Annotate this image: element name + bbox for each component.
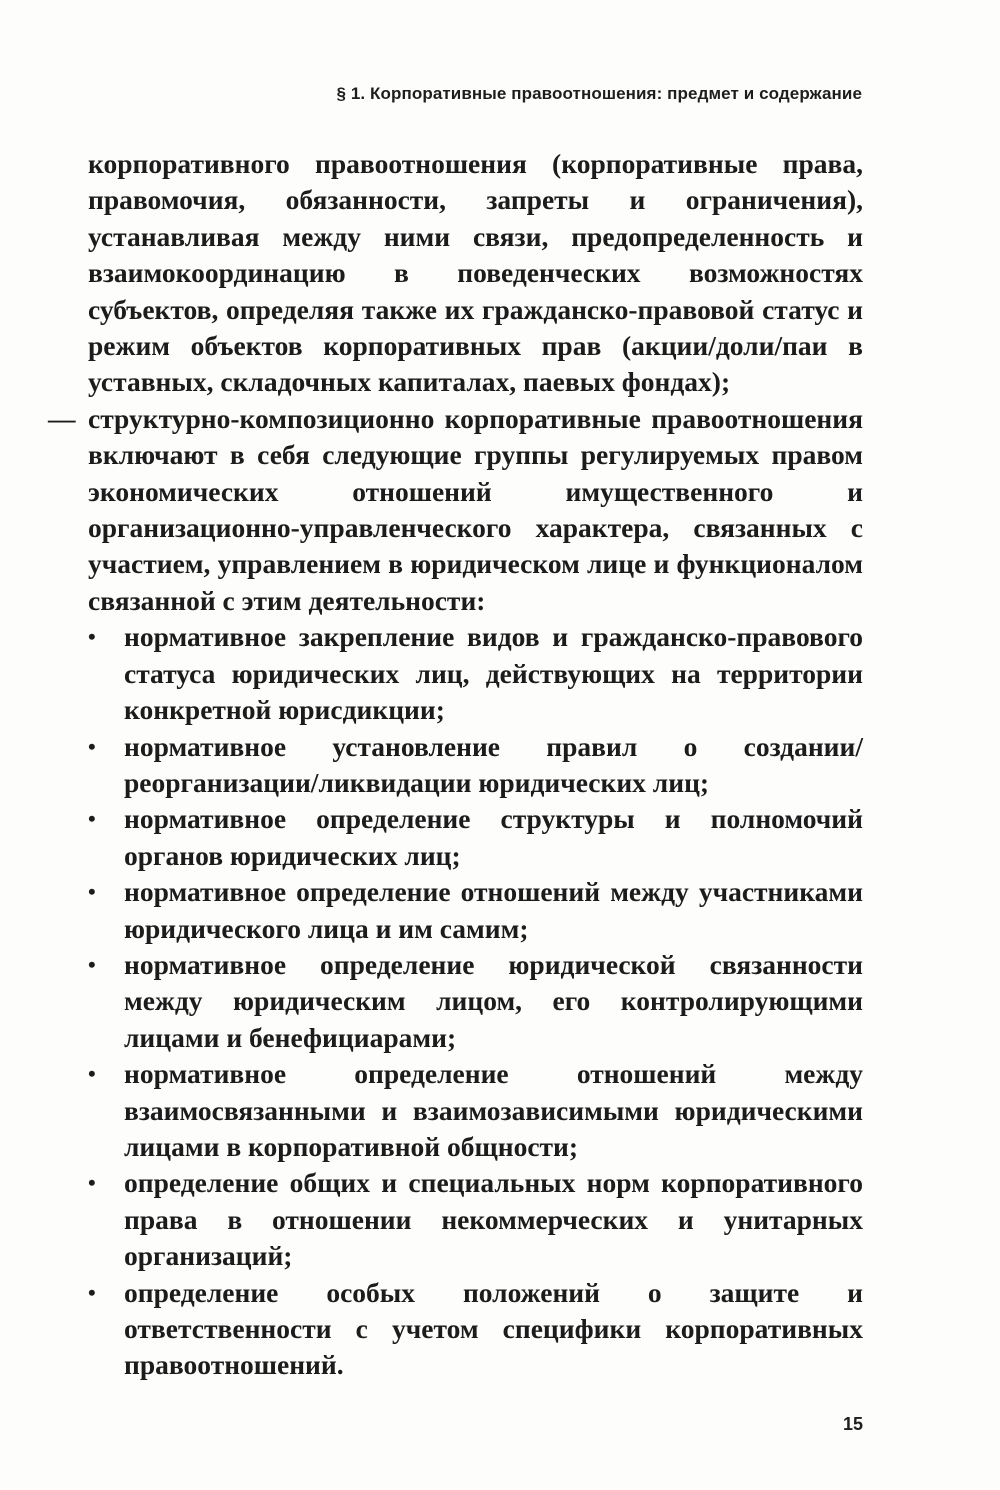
dash-item-text: структурно-композиционно корпоративные правоотношения включают в себя следующие группы регулируемых правом экономических отношений имущественного и организационно-управленческого характера, связанных с участием, управлением в юридическом лице и функционалом связанной с этим деятельности: (88, 402, 863, 616)
bullet-marker: • (88, 879, 96, 905)
dash-list-item (48, 401, 863, 619)
bullet-text: нормативное определение отношений между участниками юридического лица и им самим; (124, 876, 863, 944)
bullet-marker: • (88, 806, 96, 832)
bullet-item (88, 1056, 863, 1165)
bullet-text: определение особых положений о защите и ответственности с учетом специфики корпоративных правоотношений. (124, 1276, 863, 1381)
bullet-marker: • (88, 1170, 96, 1196)
bullet-text: нормативное установление правил о создании/реорганизации/ликвидации юридических лиц; (124, 730, 863, 798)
running-head: § 1. Корпоративные правоотношения: предмет и содержание (336, 84, 862, 103)
bullet-text: нормативное определение юридической связанности между юридическим лицом, его контролирующими лицами и бенефициарами; (124, 948, 863, 1053)
body-text (48, 146, 863, 1384)
bullet-item (88, 874, 863, 947)
bullet-text: нормативное определение отношений между взаимосвязанными и взаимозависимыми юридическими лицами в корпоративной общности; (124, 1058, 863, 1162)
bullet-text: нормативное определение структуры и полномочий органов юридических лиц; (124, 803, 863, 871)
dash-marker: — (48, 402, 76, 434)
bullet-marker: • (88, 951, 96, 977)
bullet-text: нормативное закрепление видов и гражданско-правового статуса юридических лиц, действующих на территории конкретной юрисдикции; (124, 621, 863, 726)
continuation-paragraph: корпоративного правоотношения (корпоративные права, правомочия, обязанности, запреты и ограничения), устанавливая между ними связи, предопределенность и взаимокоординацию в поведенческих возможностях субъектов, определяя также их гражданско-правовой статус и режим объектов корпоративных прав (акции/доли/паи в уставных, складочных капиталах, паевых фондах); (88, 148, 863, 398)
bullet-item (88, 729, 863, 802)
bullet-marker: • (88, 733, 96, 759)
bullet-item (88, 1275, 863, 1384)
bullet-item (88, 947, 863, 1056)
bullet-marker: • (88, 1061, 96, 1087)
page-number: 15 (842, 1414, 863, 1434)
bullet-marker: • (88, 1279, 96, 1305)
bullet-list (88, 619, 863, 1384)
bullet-item (88, 619, 863, 728)
bullet-text: определение общих и специальных норм корпоративного права в отношении некоммерческих и унитарных организаций; (124, 1167, 863, 1272)
bullet-marker: • (88, 624, 96, 650)
bullet-item (88, 1165, 863, 1274)
bullet-item (88, 801, 863, 874)
